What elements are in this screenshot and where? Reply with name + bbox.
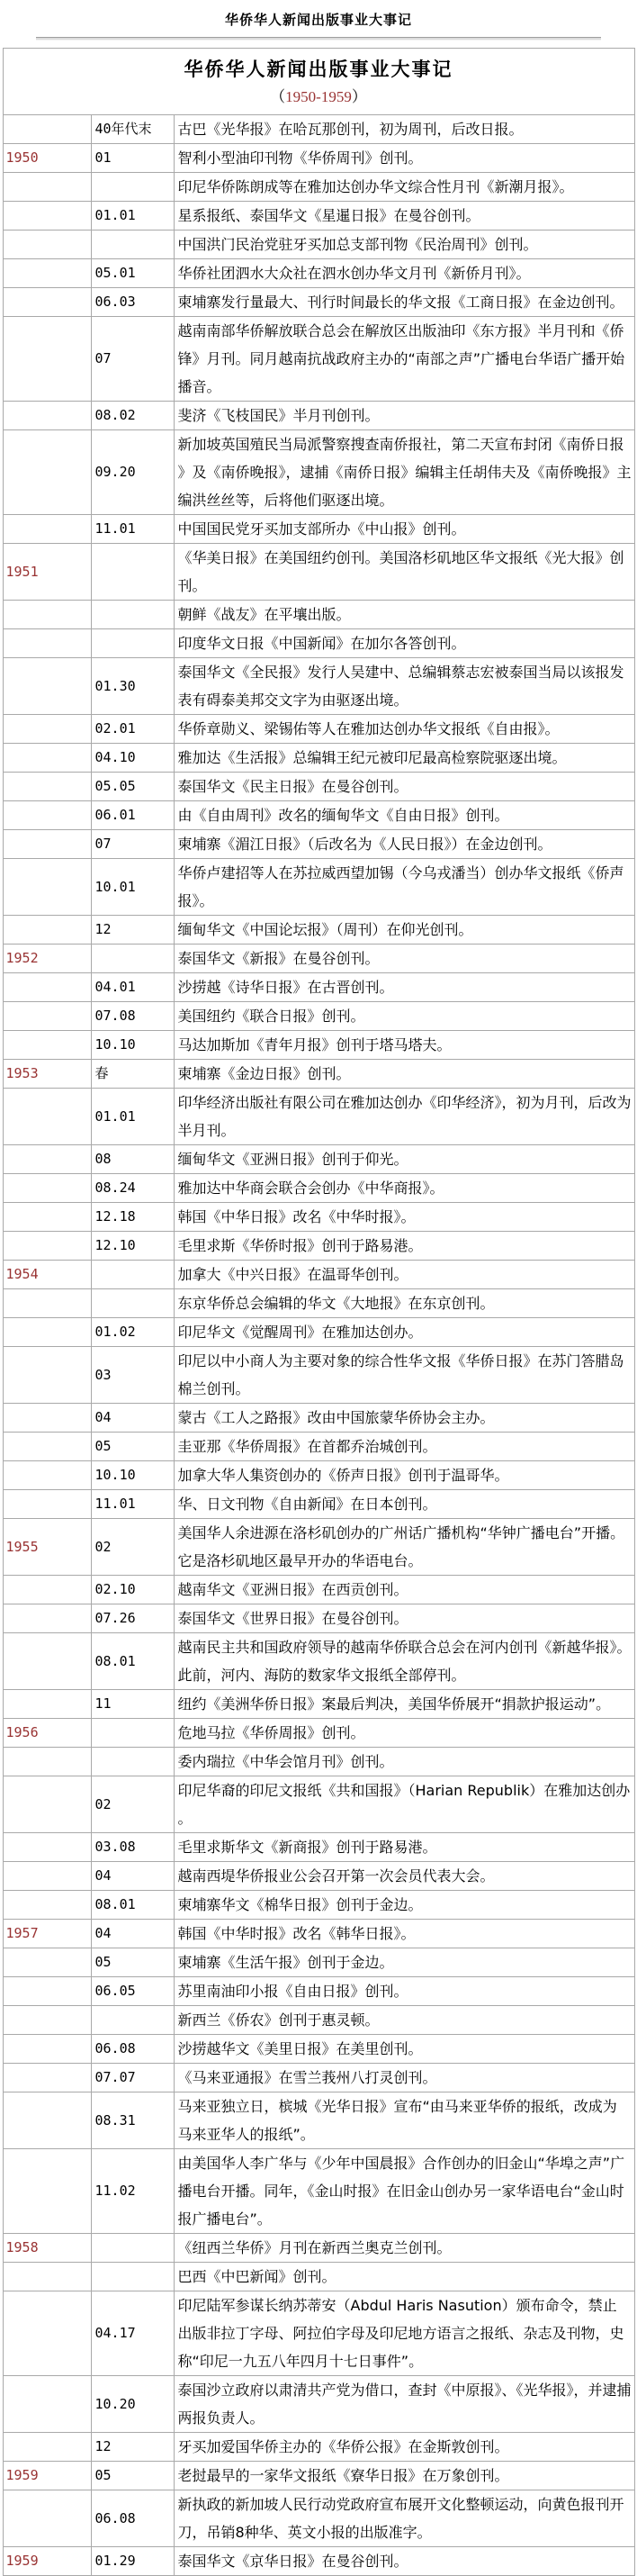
event-cell: 雅加达中华商会联合会创办《中华商报》。 xyxy=(174,1174,634,1203)
year-cell xyxy=(3,1776,91,1833)
table-row xyxy=(3,1002,634,1031)
event-cell: 柬埔寨《生活午报》创刊于金边。 xyxy=(174,1948,634,1977)
table-row xyxy=(3,629,634,658)
year-cell xyxy=(3,1748,91,1776)
date-cell: 04.17 xyxy=(91,2291,174,2376)
year-cell xyxy=(3,2433,91,2462)
year-cell: 1950 xyxy=(3,144,91,173)
year-cell xyxy=(3,2490,91,2547)
year-cell: 1954 xyxy=(3,1261,91,1289)
event-cell: 蒙古《工人之路报》改由中国旅蒙华侨协会主办。 xyxy=(174,1404,634,1433)
year-cell xyxy=(3,2035,91,2064)
table-row xyxy=(3,2547,634,2576)
table-row xyxy=(3,2149,634,2234)
table-header-row xyxy=(3,49,634,115)
table-row xyxy=(3,1604,634,1633)
date-cell xyxy=(91,1719,174,1748)
event-cell: 韩国《中华日报》改名《中华时报》。 xyxy=(174,1203,634,1232)
date-cell: 06.03 xyxy=(91,288,174,317)
table-row xyxy=(3,230,634,259)
period-close-paren: ） xyxy=(351,88,367,105)
event-cell: 雅加达《生活报》总编辑王纪元被印尼最高检察院驱逐出境。 xyxy=(174,744,634,773)
table-row xyxy=(3,1891,634,1920)
year-cell xyxy=(3,1576,91,1604)
table-row xyxy=(3,601,634,629)
year-cell xyxy=(3,173,91,202)
year-cell xyxy=(3,1948,91,1977)
event-cell: 泰国华文《民主日报》在曼谷创刊。 xyxy=(174,773,634,801)
date-cell: 07 xyxy=(91,317,174,402)
year-cell xyxy=(3,2376,91,2433)
year-cell xyxy=(3,830,91,859)
year-cell: 1952 xyxy=(3,945,91,973)
date-cell: 07.07 xyxy=(91,2064,174,2092)
date-cell: 04 xyxy=(91,1404,174,1433)
year-cell: 1957 xyxy=(3,1920,91,1948)
event-cell: 柬埔寨《金边日报》创刊。 xyxy=(174,1060,634,1089)
year-cell: 1953 xyxy=(3,1060,91,1089)
table-row xyxy=(3,1490,634,1519)
table-row xyxy=(3,1776,634,1833)
year-cell xyxy=(3,1347,91,1404)
event-cell: 印度华文日报《中国新闻》在加尔各答创刊。 xyxy=(174,629,634,658)
date-cell: 07.08 xyxy=(91,1002,174,1031)
event-cell: 柬埔寨华文《棉华日报》创刊于金边。 xyxy=(174,1891,634,1920)
table-row xyxy=(3,1289,634,1318)
table-row xyxy=(3,2006,634,2035)
event-cell: 老挝最早的一家华文报纸《寮华日报》在万象创刊。 xyxy=(174,2462,634,2490)
date-cell: 08.31 xyxy=(91,2092,174,2149)
table-row xyxy=(3,430,634,515)
table-row xyxy=(3,1519,634,1576)
year-cell xyxy=(3,230,91,259)
event-cell: 泰国华文《全民报》发行人吴建中、总编辑蔡志宏被泰国当局以该报发表有碍泰美邦交文字为由驱逐出境。 xyxy=(174,658,634,715)
date-cell: 01 xyxy=(91,144,174,173)
year-cell xyxy=(3,1145,91,1174)
event-cell: 华侨卢建招等人在苏拉威西望加锡（今乌戎潘当）创办华文报纸《侨声报》。 xyxy=(174,859,634,916)
date-cell: 06.01 xyxy=(91,801,174,830)
year-cell xyxy=(3,1633,91,1690)
event-cell: 星系报纸、泰国华文《星暹日报》在曼谷创刊。 xyxy=(174,202,634,230)
event-cell: 缅甸华文《中国论坛报》（周刊）在仰光创刊。 xyxy=(174,916,634,945)
year-cell: 1959 xyxy=(3,2547,91,2576)
event-cell: 越南民主共和国政府领导的越南华侨联合总会在河内创刊《新越华报》。此前，河内、海防的数家华文报纸全部停刊。 xyxy=(174,1633,634,1690)
table-row xyxy=(3,1948,634,1977)
table-row xyxy=(3,2376,634,2433)
date-cell: 08.01 xyxy=(91,1633,174,1690)
event-cell: 危地马拉《华侨周报》创刊。 xyxy=(174,1719,634,1748)
event-cell: 韩国《中华时报》改名《韩华日报》。 xyxy=(174,1920,634,1948)
table-row xyxy=(3,2490,634,2547)
date-cell xyxy=(91,1289,174,1318)
year-cell xyxy=(3,773,91,801)
event-cell: 华侨社团泗水大众社在泗水创办华文月刊《新侨月刊》。 xyxy=(174,259,634,288)
year-cell xyxy=(3,2263,91,2291)
date-cell: 01.01 xyxy=(91,1089,174,1145)
table-row xyxy=(3,1576,634,1604)
date-cell: 08 xyxy=(91,1145,174,1174)
year-cell xyxy=(3,1089,91,1145)
date-cell: 08.01 xyxy=(91,1891,174,1920)
year-cell xyxy=(3,115,91,144)
date-cell xyxy=(91,544,174,601)
date-cell: 11.02 xyxy=(91,2149,174,2234)
date-cell: 春 xyxy=(91,1060,174,1089)
date-cell: 06.08 xyxy=(91,2035,174,2064)
date-cell: 02 xyxy=(91,1519,174,1576)
year-cell xyxy=(3,259,91,288)
event-cell: 毛里求斯《华侨时报》创刊于路易港。 xyxy=(174,1232,634,1261)
year-cell xyxy=(3,1203,91,1232)
table-row xyxy=(3,173,634,202)
table-row xyxy=(3,1060,634,1089)
table-row xyxy=(3,744,634,773)
page-title: 华侨华人新闻出版事业大事记 xyxy=(224,12,412,28)
year-cell xyxy=(3,1862,91,1891)
table-row xyxy=(3,1232,634,1261)
event-cell: 新西兰《侨农》创刊于惠灵顿。 xyxy=(174,2006,634,2035)
date-cell: 08.24 xyxy=(91,1174,174,1203)
date-cell xyxy=(91,230,174,259)
event-cell: 新加坡英国殖民当局派警察搜查南侨报社，第二天宣布封闭《南侨日报》及《南侨晚报》，逮捕《南侨日报》编辑主任胡伟夫及《南侨晚报》主编洪丝丝等，后将他们驱逐出境。 xyxy=(174,430,634,515)
date-cell xyxy=(91,945,174,973)
event-cell: 沙捞越华文《美里日报》在美里创刊。 xyxy=(174,2035,634,2064)
table-row xyxy=(3,2035,634,2064)
event-cell: 由美国华人李广华与《少年中国晨报》合作创办的旧金山“华埠之声”广播电台开播。同年，《金山时报》在旧金山创办另一家华语电台“金山时报广播电台”。 xyxy=(174,2149,634,2234)
date-cell xyxy=(91,2006,174,2035)
table-row xyxy=(3,773,634,801)
table-row xyxy=(3,202,634,230)
year-cell xyxy=(3,715,91,744)
year-cell xyxy=(3,1433,91,1461)
event-cell: 柬埔寨《湄江日报》（后改名为《人民日报》）在金边创刊。 xyxy=(174,830,634,859)
year-cell xyxy=(3,801,91,830)
event-cell: 柬埔寨发行量最大、刊行时间最长的华文报《工商日报》在金边创刊。 xyxy=(174,288,634,317)
date-cell: 04.10 xyxy=(91,744,174,773)
year-cell xyxy=(3,515,91,544)
date-cell: 01.30 xyxy=(91,658,174,715)
event-cell: 智利小型油印刊物《华侨周刊》创刊。 xyxy=(174,144,634,173)
event-cell: 纽约《美洲华侨日报》案最后判决，美国华侨展开“捐款护报运动”。 xyxy=(174,1690,634,1719)
year-cell xyxy=(3,1232,91,1261)
event-cell: 马达加斯加《青年月报》创刊于塔马塔夫。 xyxy=(174,1031,634,1060)
table-row xyxy=(3,1347,634,1404)
table-row xyxy=(3,1977,634,2006)
year-cell xyxy=(3,629,91,658)
event-cell: 印尼华侨陈朗成等在雅加达创办华文综合性月刊《新潮月报》。 xyxy=(174,173,634,202)
event-cell: 委内瑞拉《中华会馆月刊》创刊。 xyxy=(174,1748,634,1776)
year-cell xyxy=(3,1604,91,1633)
event-cell: 中国洪门民治党驻牙买加总支部刊物《民治周刊》创刊。 xyxy=(174,230,634,259)
event-cell: 加拿大《中兴日报》在温哥华创刊。 xyxy=(174,1261,634,1289)
table-header-cell xyxy=(3,49,634,115)
date-cell xyxy=(91,1261,174,1289)
table-row xyxy=(3,1862,634,1891)
event-cell: 由《自由周刊》改名的缅甸华文《自由日报》创刊。 xyxy=(174,801,634,830)
year-cell: 1959 xyxy=(3,2462,91,2490)
date-cell xyxy=(91,2234,174,2263)
table-row xyxy=(3,1833,634,1862)
date-cell: 05 xyxy=(91,1948,174,1977)
date-cell: 05 xyxy=(91,1433,174,1461)
event-cell: 古巴《光华报》在哈瓦那创刊，初为周刊，后改日报。 xyxy=(174,115,634,144)
table-row xyxy=(3,2433,634,2462)
event-cell: 毛里求斯华文《新商报》创刊于路易港。 xyxy=(174,1833,634,1862)
table-row xyxy=(3,2263,634,2291)
table-row xyxy=(3,1089,634,1145)
date-cell: 12.10 xyxy=(91,1232,174,1261)
table-row xyxy=(3,658,634,715)
date-cell: 07 xyxy=(91,830,174,859)
year-cell: 1955 xyxy=(3,1519,91,1576)
event-cell: 圭亚那《华侨周报》在首都乔治城创刊。 xyxy=(174,1433,634,1461)
date-cell: 12.18 xyxy=(91,1203,174,1232)
year-cell xyxy=(3,430,91,515)
event-cell: 中国国民党牙买加支部所办《中山报》创刊。 xyxy=(174,515,634,544)
year-cell xyxy=(3,973,91,1002)
date-cell: 10.10 xyxy=(91,1461,174,1490)
table-row xyxy=(3,259,634,288)
table-row xyxy=(3,945,634,973)
date-cell xyxy=(91,173,174,202)
event-cell: 美国纽约《联合日报》创刊。 xyxy=(174,1002,634,1031)
event-cell: 华、日文刊物《自由新闻》在日本创刊。 xyxy=(174,1490,634,1519)
year-cell xyxy=(3,402,91,430)
date-cell: 05 xyxy=(91,2462,174,2490)
table-row xyxy=(3,859,634,916)
date-cell xyxy=(91,2263,174,2291)
event-cell: 斐济《飞枝国民》半月刊创刊。 xyxy=(174,402,634,430)
table-row xyxy=(3,1633,634,1690)
event-cell: 印华经济出版社有限公司在雅加达创办《印华经济》，初为月刊，后改为半月刊。 xyxy=(174,1089,634,1145)
year-cell xyxy=(3,288,91,317)
table-row xyxy=(3,1404,634,1433)
date-cell: 04 xyxy=(91,1920,174,1948)
date-cell: 10.01 xyxy=(91,859,174,916)
event-cell: 印尼华裔的印尼文报纸《共和国报》（Harian Republik）在雅加达创办。 xyxy=(174,1776,634,1833)
year-cell xyxy=(3,1977,91,2006)
event-cell: 泰国华文《世界日报》在曼谷创刊。 xyxy=(174,1604,634,1633)
date-cell: 01.02 xyxy=(91,1318,174,1347)
table-row xyxy=(3,402,634,430)
year-cell xyxy=(3,2006,91,2035)
year-cell xyxy=(3,1461,91,1490)
date-cell xyxy=(91,629,174,658)
year-cell: 1958 xyxy=(3,2234,91,2263)
table-row xyxy=(3,2291,634,2376)
event-cell: 《纽西兰华侨》月刊在新西兰奥克兰创刊。 xyxy=(174,2234,634,2263)
year-cell xyxy=(3,1891,91,1920)
table-row xyxy=(3,144,634,173)
table-row xyxy=(3,1031,634,1060)
table-row xyxy=(3,1145,634,1174)
date-cell: 02 xyxy=(91,1776,174,1833)
table-row xyxy=(3,1719,634,1748)
title-divider xyxy=(36,37,601,41)
event-cell: 泰国华文《京华日报》在曼谷创刊。 xyxy=(174,2547,634,2576)
year-cell xyxy=(3,859,91,916)
event-cell: 越南南部华侨解放联合总会在解放区出版油印《东方报》半月刊和《侨锋》月刊。同月越南抗战政府主办的“南部之声”广播电台华语广播开始播音。 xyxy=(174,317,634,402)
event-cell: 《马来亚通报》在雪兰莪州八打灵创刊。 xyxy=(174,2064,634,2092)
year-cell xyxy=(3,2291,91,2376)
table-row xyxy=(3,1433,634,1461)
event-cell: 越南华文《亚洲日报》在西贡创刊。 xyxy=(174,1576,634,1604)
event-cell: 《华美日报》在美国纽约创刊。美国洛杉矶地区华文报纸《光大报》创刊。 xyxy=(174,544,634,601)
date-cell: 12 xyxy=(91,2433,174,2462)
event-cell: 东京华侨总会编辑的华文《大地报》在东京创刊。 xyxy=(174,1289,634,1318)
period-open-paren: （ xyxy=(270,88,286,105)
table-title: 华侨华人新闻出版事业大事记 xyxy=(184,59,453,80)
event-cell: 苏里南油印小报《自由日报》创刊。 xyxy=(174,1977,634,2006)
date-cell: 04 xyxy=(91,1862,174,1891)
table-row xyxy=(3,1261,634,1289)
year-cell xyxy=(3,2149,91,2234)
table-body xyxy=(3,115,634,2576)
date-cell: 40年代末 xyxy=(91,115,174,144)
year-cell xyxy=(3,744,91,773)
table-row xyxy=(3,515,634,544)
table-row xyxy=(3,801,634,830)
table-period xyxy=(4,86,634,109)
date-cell: 12 xyxy=(91,916,174,945)
table-row xyxy=(3,1920,634,1948)
event-cell: 沙捞越《诗华日报》在古晋创刊。 xyxy=(174,973,634,1002)
year-cell xyxy=(3,2064,91,2092)
table-row xyxy=(3,115,634,144)
year-cell xyxy=(3,317,91,402)
year-cell xyxy=(3,2092,91,2149)
table-row xyxy=(3,2064,634,2092)
event-cell: 朝鲜《战友》在平壤出版。 xyxy=(174,601,634,629)
year-cell: 1951 xyxy=(3,544,91,601)
table-row xyxy=(3,2234,634,2263)
date-cell xyxy=(91,1748,174,1776)
event-cell: 美国华人余进源在洛杉矶创办的广州话广播机构“华钟广播电台”开播。它是洛杉矶地区最早开办的华语电台。 xyxy=(174,1519,634,1576)
year-cell xyxy=(3,202,91,230)
table-row xyxy=(3,715,634,744)
year-cell xyxy=(3,1690,91,1719)
event-cell: 印尼以中小商人为主要对象的综合性华文报《华侨日报》在苏门答腊岛棉兰创刊。 xyxy=(174,1347,634,1404)
date-cell: 11 xyxy=(91,1690,174,1719)
date-cell: 03.08 xyxy=(91,1833,174,1862)
event-cell: 马来亚独立日，槟城《光华日报》宣布“由马来亚华侨的报纸，改成为马来亚华人的报纸”。 xyxy=(174,2092,634,2149)
date-cell: 02.10 xyxy=(91,1576,174,1604)
date-cell: 08.02 xyxy=(91,402,174,430)
date-cell xyxy=(91,601,174,629)
date-cell: 05.01 xyxy=(91,259,174,288)
year-cell xyxy=(3,1002,91,1031)
event-cell: 越南西堤华侨报业公会召开第一次会员代表大会。 xyxy=(174,1862,634,1891)
year-cell: 1956 xyxy=(3,1719,91,1748)
event-cell: 泰国沙立政府以肃清共产党为借口，查封《中原报》、《光华报》，并逮捕两报负责人。 xyxy=(174,2376,634,2433)
table-row xyxy=(3,830,634,859)
table-row xyxy=(3,1748,634,1776)
year-cell xyxy=(3,601,91,629)
year-cell xyxy=(3,1490,91,1519)
year-cell xyxy=(3,1174,91,1203)
date-cell: 04.01 xyxy=(91,973,174,1002)
year-cell xyxy=(3,1289,91,1318)
event-cell: 新执政的新加坡人民行动党政府宣布展开文化整顿运动，向黄色报刊开刀，吊销8种华、英文小报的出版准字。 xyxy=(174,2490,634,2547)
date-cell: 01.29 xyxy=(91,2547,174,2576)
year-cell xyxy=(3,916,91,945)
table-row xyxy=(3,1461,634,1490)
table-row xyxy=(3,973,634,1002)
table-row xyxy=(3,317,634,402)
date-cell: 06.08 xyxy=(91,2490,174,2547)
table-row xyxy=(3,1174,634,1203)
date-cell: 02.01 xyxy=(91,715,174,744)
event-cell: 华侨章勋义、梁锡佑等人在雅加达创办华文报纸《自由报》。 xyxy=(174,715,634,744)
period-range: 1950-1959 xyxy=(285,88,352,105)
year-cell xyxy=(3,1031,91,1060)
event-cell: 牙买加爱国华侨主办的《华侨公报》在金斯敦创刊。 xyxy=(174,2433,634,2462)
table-row xyxy=(3,1690,634,1719)
table-row xyxy=(3,2462,634,2490)
table-row xyxy=(3,1318,634,1347)
chronicle-table xyxy=(3,48,635,2576)
date-cell: 10.20 xyxy=(91,2376,174,2433)
date-cell: 05.05 xyxy=(91,773,174,801)
date-cell: 11.01 xyxy=(91,1490,174,1519)
table-row xyxy=(3,916,634,945)
date-cell: 06.05 xyxy=(91,1977,174,2006)
date-cell: 09.20 xyxy=(91,430,174,515)
date-cell: 01.01 xyxy=(91,202,174,230)
year-cell xyxy=(3,1318,91,1347)
year-cell xyxy=(3,1833,91,1862)
year-cell xyxy=(3,1404,91,1433)
table-row xyxy=(3,2092,634,2149)
date-cell: 11.01 xyxy=(91,515,174,544)
event-cell: 印尼华文《觉醒周刊》在雅加达创办。 xyxy=(174,1318,634,1347)
event-cell: 巴西《中巴新闻》创刊。 xyxy=(174,2263,634,2291)
date-cell: 10.10 xyxy=(91,1031,174,1060)
event-cell: 印尼陆军参谋长纳苏蒂安（Abdul Haris Nasution）颁布命令，禁止出版非拉丁字母、阿拉伯字母及印尼地方语言之报纸、杂志及刊物，史称“印尼一九五八年四月十七日事件”。 xyxy=(174,2291,634,2376)
event-cell: 泰国华文《新报》在曼谷创刊。 xyxy=(174,945,634,973)
date-cell: 03 xyxy=(91,1347,174,1404)
event-cell: 加拿大华人集资创办的《侨声日报》创刊于温哥华。 xyxy=(174,1461,634,1490)
date-cell: 07.26 xyxy=(91,1604,174,1633)
table-row xyxy=(3,544,634,601)
table-row xyxy=(3,288,634,317)
event-cell: 缅甸华文《亚洲日报》创刊于仰光。 xyxy=(174,1145,634,1174)
year-cell xyxy=(3,658,91,715)
table-row xyxy=(3,1203,634,1232)
